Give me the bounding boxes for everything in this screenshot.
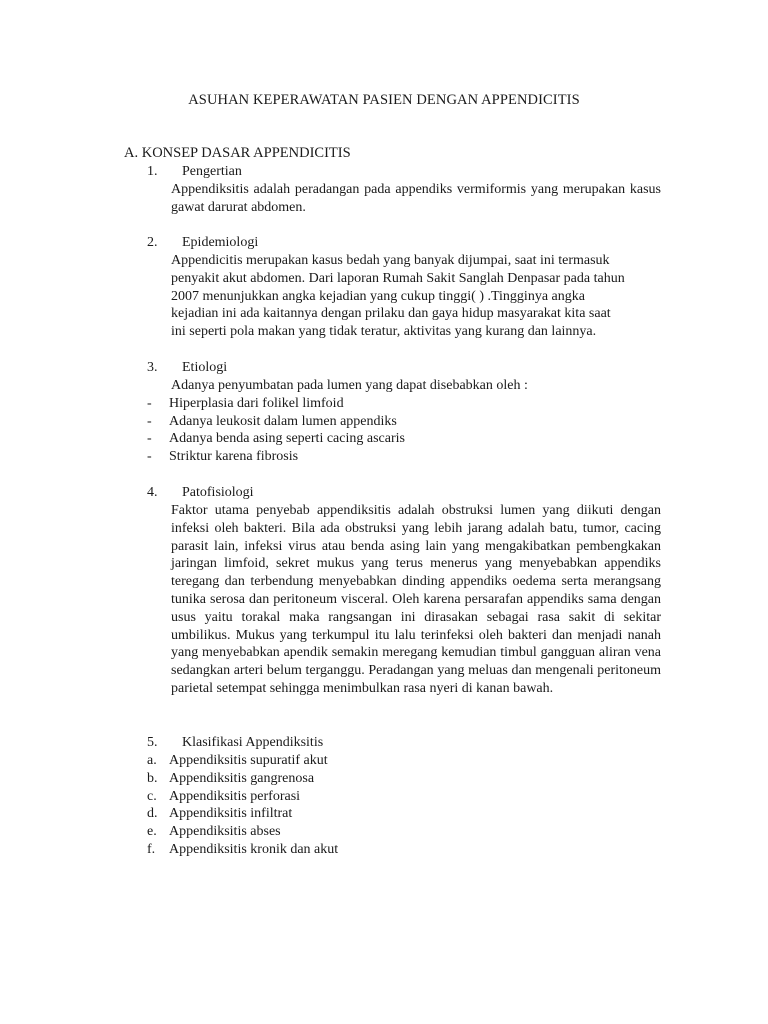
section-heading: A. KONSEP DASAR APPENDICITIS [124,145,351,161]
paragraph-line: kejadian ini ada kaitannya dengan prilaku dan gaya hidup masyarakat kita saat [171,306,611,322]
list-item-text: Adanya benda asing seperti cacing ascaris [169,431,405,447]
list-marker: d. [147,806,158,822]
list-item-text: Hiperplasia dari folikel limfoid [169,395,344,411]
list-item [147,752,661,770]
list-item-text: Appendiksitis gangrenosa [169,770,315,786]
list-item-text: Adanya leukosit dalam lumen appendiks [169,413,397,429]
list-marker: f. [147,841,156,857]
list-marker: - [147,413,152,429]
list-item-text: Appendiksitis perforasi [169,788,301,804]
paragraph-line: ini seperti pola makan yang tidak teratur, aktivitas yang kurang dan lainnya. [171,324,597,340]
list-item [147,430,661,448]
list-item [147,770,661,788]
item-title: Pengertian [182,164,242,179]
item-title: Epidemiologi [182,235,259,250]
section-item-etiologi [147,359,661,466]
section-item-pengertian [147,163,661,217]
item-paragraph: Appendiksitis adalah peradangan pada appendiks vermiformis yang merupakan kasus gawat darurat abdomen. [171,182,661,215]
item-number: 3. [147,360,158,375]
document-title: ASUHAN KEPERAWATAN PASIEN DENGAN APPENDICITIS [188,92,580,108]
list-marker: c. [147,788,157,804]
list-marker: - [147,449,152,465]
item-title: Patofisiologi [182,485,254,500]
section-item-epidemiologi [147,234,661,341]
paragraph-line: penyakit akut abdomen. Dari laporan Rumah Sakit Sanglah Denpasar pada tahun [171,270,625,286]
item-title: Etiologi [182,360,228,375]
list-item [147,788,661,806]
item-paragraph: Faktor utama penyebab appendiksitis adalah obstruksi lumen yang diikuti dengan infeksi oleh bakteri. Bila ada obstruksi yang lebih jarang adalah batu, tumor, cacing parasit lain, infeksi virus atau benda asing lain yang mengakibatkan pembengkakan jaringan limfoid, sekret mukus yang terus menerus yang menyebabkan appendiks teregang dan terbendung menyebabkan dinding appendiks oedema serta merangsang tunika serosa dan peritoneum visceral. Oleh karena persarafan appendiks sama dengan usus yaitu torakal maka rangsangan ini dirasakan sebagai rasa sakit di sekitar umbilikus. Mukus yang terkumpul itu lalu terinfeksi oleh bakteri dan menjadi nanah yang menyebabkan apendik semakin meregang kemudian timbul gangguan aliran vena sedangkan arteri belum terganggu. Peradangan yang meluas dan mengenali peritoneum parietal setempat sehingga menimbulkan rasa nyeri di kanan bawah. [171,503,661,696]
item-paragraph [171,252,661,341]
list-item-text: Appendiksitis kronik dan akut [169,841,339,857]
list-item [147,823,661,841]
list-item-text: Striktur karena fibrosis [169,449,299,465]
list-item-text: Appendiksitis supuratif akut [169,753,328,768]
list-marker: a. [147,753,157,768]
list-marker: e. [147,824,157,840]
bullet-list [147,395,661,466]
list-marker: - [147,395,152,411]
list-item [147,413,661,431]
item-number: 4. [147,485,158,500]
item-number: 1. [147,164,158,179]
section-item-patofisiologi [147,484,661,698]
item-number: 2. [147,235,158,250]
lettered-list [147,752,661,859]
list-item [147,841,661,859]
list-item [147,395,661,413]
item-title: Klasifikasi Appendiksitis [182,735,324,750]
section-item-klasifikasi [147,734,661,859]
item-intro: Adanya penyumbatan pada lumen yang dapat disebabkan oleh : [171,378,528,393]
item-number: 5. [147,735,158,750]
list-item-text: Appendiksitis abses [169,824,281,840]
list-item [147,805,661,823]
list-marker: b. [147,770,158,786]
list-marker: - [147,431,152,447]
paragraph-line: 2007 menunjukkan angka kejadian yang cukup tinggi( ) .Tingginya angka [171,288,585,304]
list-item [147,448,661,466]
list-item-text: Appendiksitis infiltrat [169,806,293,822]
paragraph-line: Appendicitis merupakan kasus bedah yang banyak dijumpai, saat ini termasuk [171,253,610,268]
